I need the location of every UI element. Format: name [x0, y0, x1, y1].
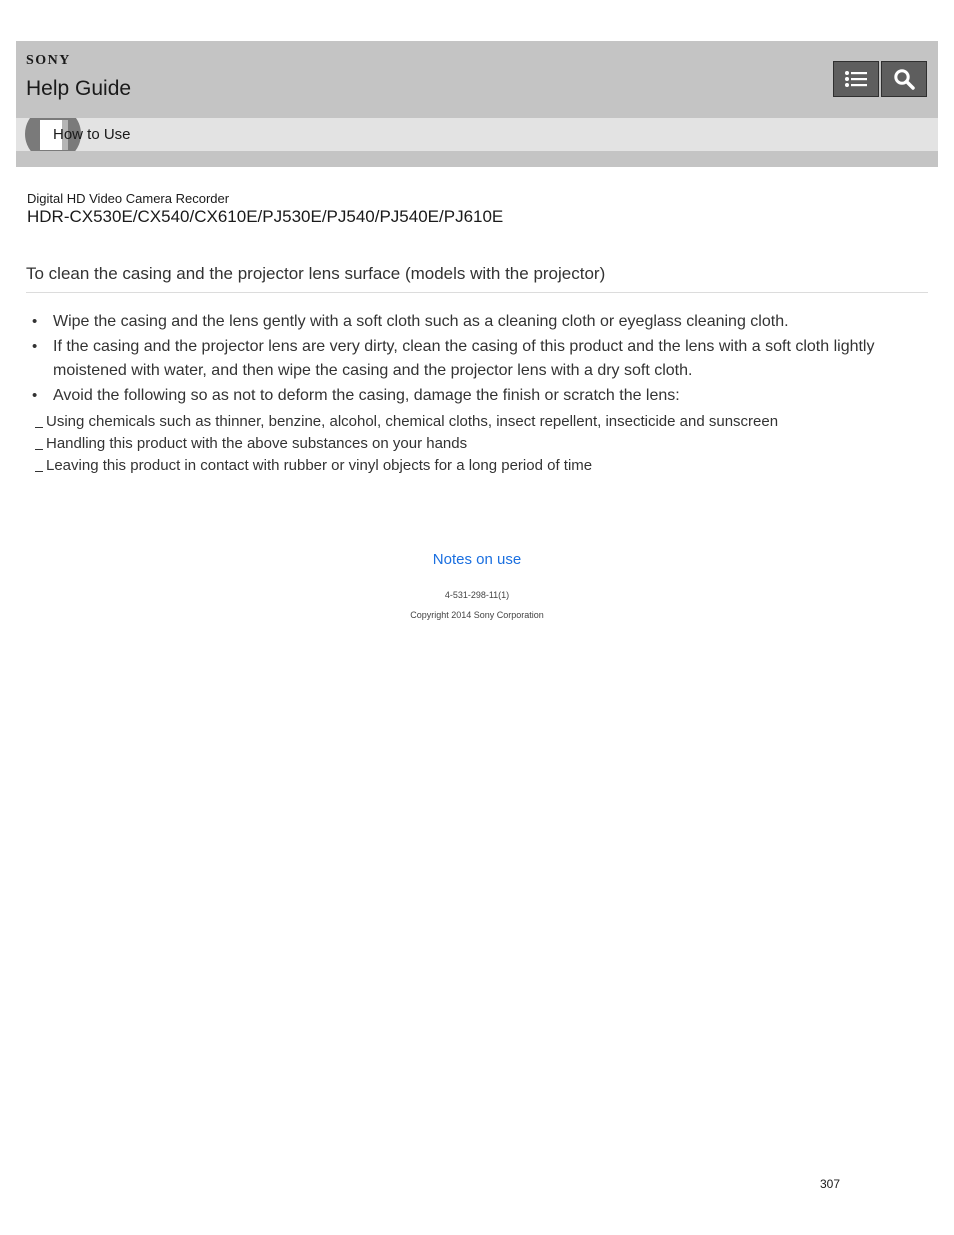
page-number: 307 — [820, 1177, 841, 1191]
header-bar — [16, 41, 938, 118]
list-icon — [844, 69, 868, 89]
title-divider — [26, 292, 928, 293]
cleaning-instructions-list — [26, 310, 922, 478]
copyright-notice: Copyright 2014 Sony Corporation — [410, 610, 544, 620]
avoid-list — [34, 411, 922, 477]
search-icon — [893, 68, 915, 90]
list-item-text: Avoid the following so as not to deform the casing, damage the finish or scratch the lens: — [53, 387, 680, 404]
model-names: HDR-CX530E/CX540/CX610E/PJ530E/PJ540/PJ540E/PJ610E — [27, 207, 504, 226]
list-item — [26, 310, 922, 334]
page-title: Help Guide — [26, 77, 132, 100]
header-strip — [16, 151, 938, 167]
list-item-text: Wipe the casing and the lens gently with a soft cloth such as a cleaning cloth or eyeglass cleaning cloth. — [53, 313, 789, 330]
toc-button[interactable] — [833, 61, 879, 97]
sony-logo: SONY — [26, 53, 71, 68]
list-item-text: If the casing and the projector lens are very dirty, clean the casing of this product and the lens with a soft cloth lightly moistened with water, and then wipe the casing and the projector lens with a dry soft cloth. — [53, 338, 875, 379]
product-name: Digital HD Video Camera Recorder — [27, 191, 230, 206]
topic-title: To clean the casing and the projector lens surface (models with the projector) — [26, 264, 606, 283]
notes-on-use-link[interactable]: Notes on use — [432, 551, 522, 568]
list-item — [26, 335, 922, 383]
search-button[interactable] — [881, 61, 927, 97]
sub-list-item: Handling this product with the above substances on your hands — [34, 433, 922, 455]
category-bar — [16, 118, 938, 151]
document-code: 4-531-298-11(1) — [444, 590, 510, 600]
list-item — [26, 384, 922, 477]
category-label: How to Use — [53, 126, 131, 143]
sub-list-item: Using chemicals such as thinner, benzine, alcohol, chemical cloths, insect repellent, insecticide and sunscreen — [34, 411, 922, 433]
sub-list-item: Leaving this product in contact with rubber or vinyl objects for a long period of time — [34, 455, 922, 477]
